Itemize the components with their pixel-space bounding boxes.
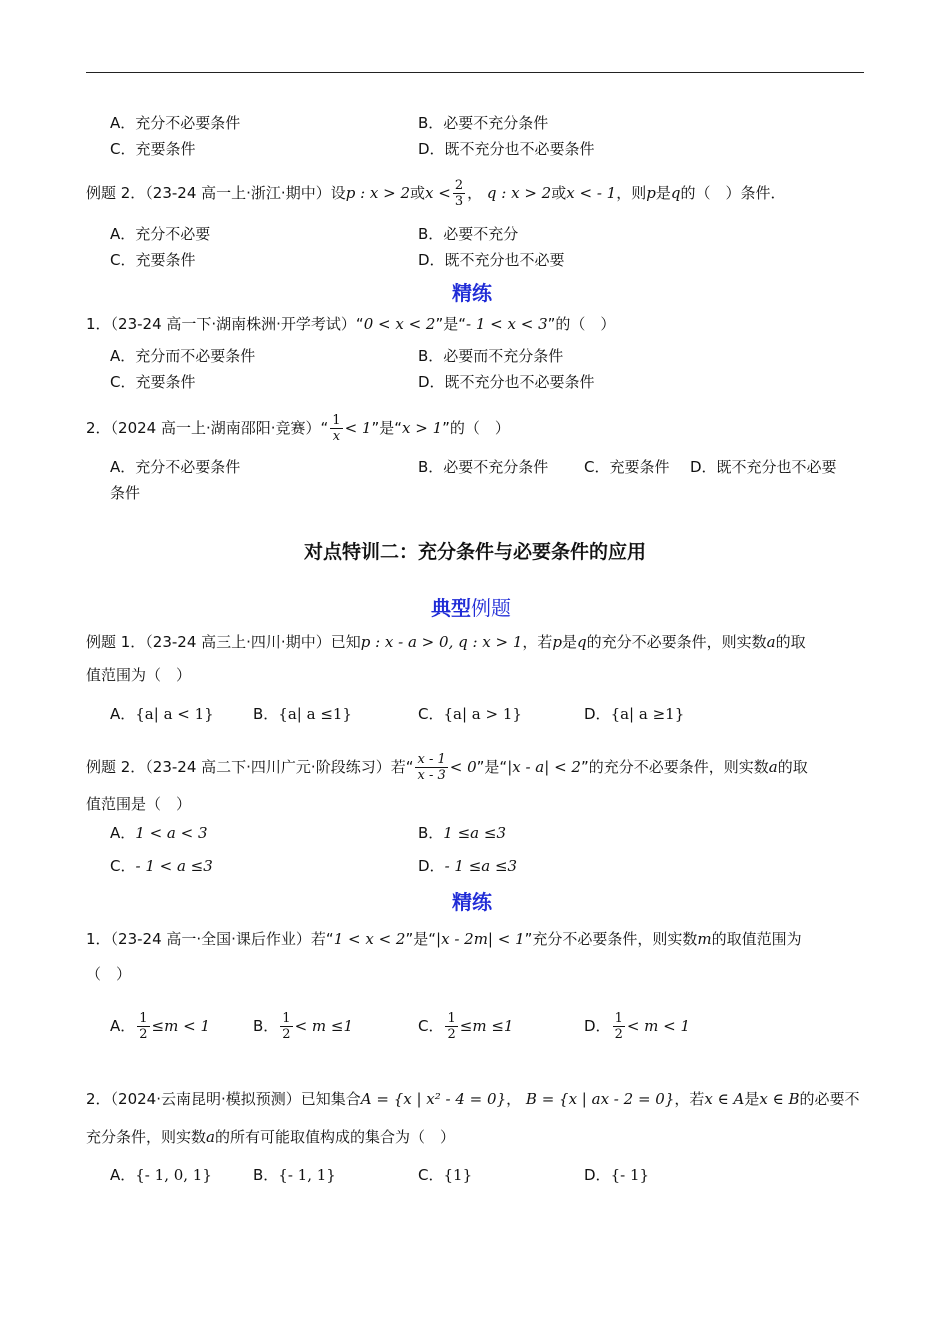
option-b[interactable]: B．必要而不充分条件 — [418, 347, 564, 365]
example-2b-question-cont: 值范围是（ ） — [86, 795, 192, 813]
example-heading: 典型例题 — [431, 596, 511, 620]
option-c[interactable]: C．充要条件 — [110, 251, 196, 269]
example-2-question: 例题 2．（23-24 高一上·浙江·期中）设p : x > 2或x < $\frac{2}{3}$ ， q : x > 2或x < - 1，则p是q的（ ）条件． — [86, 178, 786, 209]
practice-2b-question-cont: 充分条件，则实数a的所有可能取值构成的集合为（ ） — [86, 1128, 455, 1146]
option-d[interactable]: D．{a| a ≥1} — [584, 705, 685, 723]
header-rule — [86, 72, 864, 73]
option-b[interactable]: B．必要不充分条件 — [418, 458, 549, 476]
option-d-wrap: 条件 — [110, 484, 141, 502]
practice-1b-question-cont: （ ） — [86, 965, 132, 983]
option-d[interactable]: D．- 1 ≤a ≤3 — [418, 857, 518, 875]
option-c[interactable]: C． $\frac{1}{2}$ ≤m ≤1 — [418, 1011, 514, 1042]
option-c[interactable]: C．充要条件 — [110, 373, 196, 391]
example-1-question: 例题 1．（23-24 高三上·四川·期中）已知p : x - a > 0, q : x > 1，若p是q的充分不必要条件，则实数a的取 — [86, 633, 806, 651]
option-d[interactable]: D．既不充分也不必要 — [418, 251, 565, 269]
option-d[interactable]: D． $\frac{1}{2}$ < m < 1 — [584, 1011, 691, 1042]
option-b[interactable]: B．1 ≤a ≤3 — [418, 824, 506, 842]
option-a[interactable]: A．{a| a < 1} — [110, 705, 214, 723]
example-2b-question: 例题 2．（23-24 高二下·四川广元·阶段练习）若“ $\frac{x - 1}{x - 3}$ < 0”是“|x - a| < 2”的充分不必要条件，则实数a的取 — [86, 752, 808, 783]
option-b[interactable]: B．必要不充分条件 — [418, 114, 549, 132]
option-a[interactable]: A． $\frac{1}{2}$ ≤m < 1 — [110, 1011, 210, 1042]
option-b[interactable]: B．{a| a ≤1} — [253, 705, 352, 723]
option-b[interactable]: B． $\frac{1}{2}$ < m ≤1 — [253, 1011, 354, 1042]
option-c[interactable]: C．- 1 < a ≤3 — [110, 857, 213, 875]
practice-2b-question: 2．（2024·云南昆明·模拟预测）已知集合A = {x | x² - 4 = 0}， B = {x | ax - 2 = 0}，若x ∈ A是x ∈ B的必要不 — [86, 1090, 860, 1108]
practice-2-question: 2．（2024 高一上·湖南邵阳·竞赛）“ $\frac{1}{x}$ < 1”是“x > 1”的（ ） — [86, 413, 510, 444]
option-d[interactable]: D．既不充分也不必要条件 — [418, 140, 595, 158]
practice-heading: 精练 — [452, 890, 492, 914]
option-a[interactable]: A．充分而不必要条件 — [110, 347, 256, 365]
option-d[interactable]: D．既不充分也不必要 — [690, 458, 837, 476]
option-b[interactable]: B．{- 1, 1} — [253, 1166, 336, 1184]
option-b[interactable]: B．必要不充分 — [418, 225, 519, 243]
option-a[interactable]: A．充分不必要条件 — [110, 458, 241, 476]
practice-1-question: 1．（23-24 高一下·湖南株洲·开学考试）“0 < x < 2”是“- 1 < x < 3”的（ ） — [86, 315, 616, 333]
option-d[interactable]: D．{- 1} — [584, 1166, 650, 1184]
fraction: $\frac{2}{3}$ — [454, 178, 464, 209]
section-title: 对点特训二：充分条件与必要条件的应用 — [303, 541, 646, 563]
example-1-question-cont: 值范围为（ ） — [86, 666, 192, 684]
option-a[interactable]: A．充分不必要条件 — [110, 114, 241, 132]
option-a[interactable]: A．1 < a < 3 — [110, 824, 208, 842]
option-d[interactable]: D．既不充分也不必要条件 — [418, 373, 595, 391]
option-a[interactable]: A．{- 1, 0, 1} — [110, 1166, 212, 1184]
practice-heading: 精练 — [452, 281, 492, 305]
option-c[interactable]: C．{1} — [418, 1166, 473, 1184]
option-c[interactable]: C．充要条件 — [110, 140, 196, 158]
practice-1b-question: 1．（23-24 高一·全国·课后作业）若“1 < x < 2”是“|x - 2m| < 1”充分不必要条件，则实数m的取值范围为 — [86, 930, 802, 948]
option-c[interactable]: C．充要条件 — [584, 458, 670, 476]
option-c[interactable]: C．{a| a > 1} — [418, 705, 522, 723]
option-a[interactable]: A．充分不必要 — [110, 225, 211, 243]
